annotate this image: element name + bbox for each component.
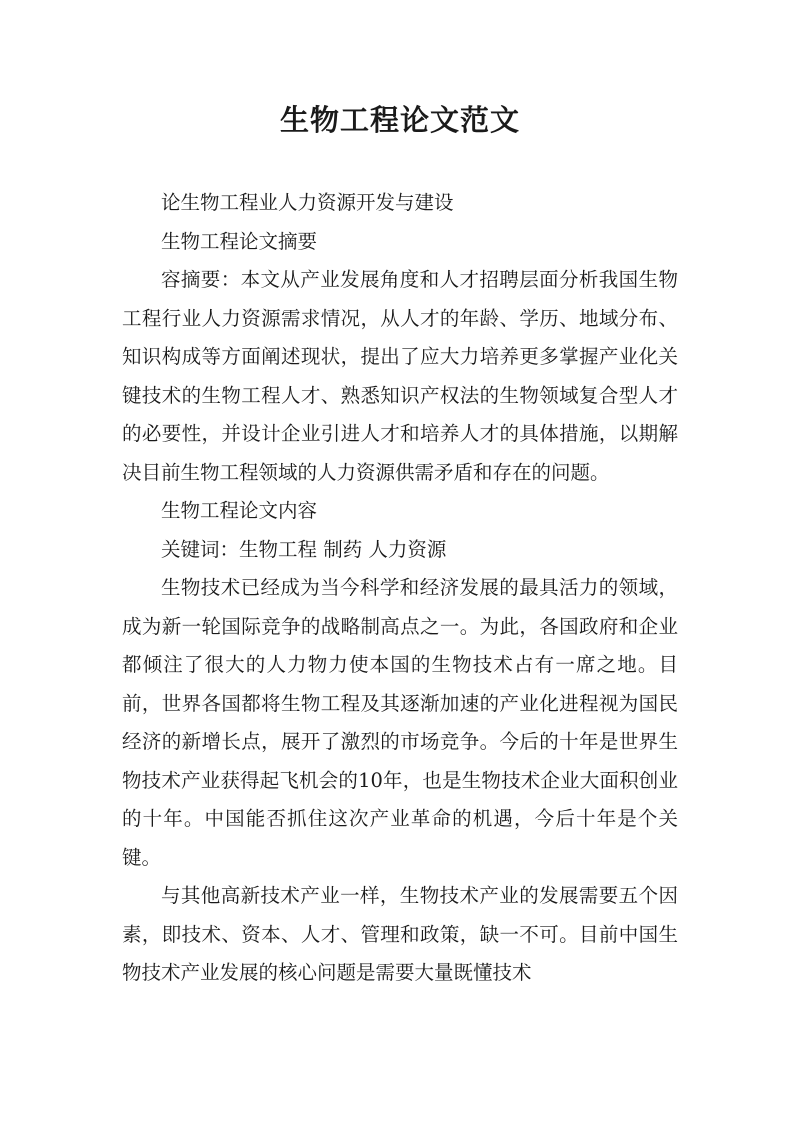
paragraph-body-1: 生物技术已经成为当今科学和经济发展的最具活力的领域，成为新一轮国际竞争的战略制高点之一。为此，各国政府和企业都倾注了很大的人力物力使本国的生物技术占有一席之地。目前，世界各国都将生物工程及其逐渐加速的产业化进程视为国民经济的新增长点，展开了激烈的市场竞争。今后的十年是世界生物技术产业获得起飞机会的10年，也是生物技术企业大面积创业的十年。中国能否抓住这次产业革命的机遇，今后十年是个关键。 (122, 576, 678, 869)
paragraph-abstract-heading: 生物工程论文摘要 (161, 229, 318, 253)
paragraph-subtitle: 论生物工程业人力资源开发与建设 (161, 191, 454, 214)
paragraph-body-2: 与其他高新技术产业一样，生物技术产业的发展需要五个因素，即技术、资本、人才、管理和政策，缺一不可。目前中国生物技术产业发展的核心问题是需要大量既懂技术 (122, 884, 678, 984)
document-body (122, 184, 678, 993)
paragraph-abstract: 容摘要：本文从产业发展角度和人才招聘层面分析我国生物工程行业人力资源需求情况，从人才的年龄、学历、地域分布、知识构成等方面阐述现状，提出了应大力培养更多掌握产业化关键技术的生物工程人才、熟悉知识产权法的生物领域复合型人才的必要性，并设计企业引进人才和培养人才的具体措施，以期解决目前生物工程领域的人力资源供需矛盾和存在的问题。 (122, 268, 678, 484)
paragraph-keywords: 关键词：生物工程 制药 人力资源 (161, 537, 447, 561)
paragraph-content-heading: 生物工程论文内容 (161, 499, 318, 522)
document-title: 生物工程论文范文 (279, 103, 520, 137)
